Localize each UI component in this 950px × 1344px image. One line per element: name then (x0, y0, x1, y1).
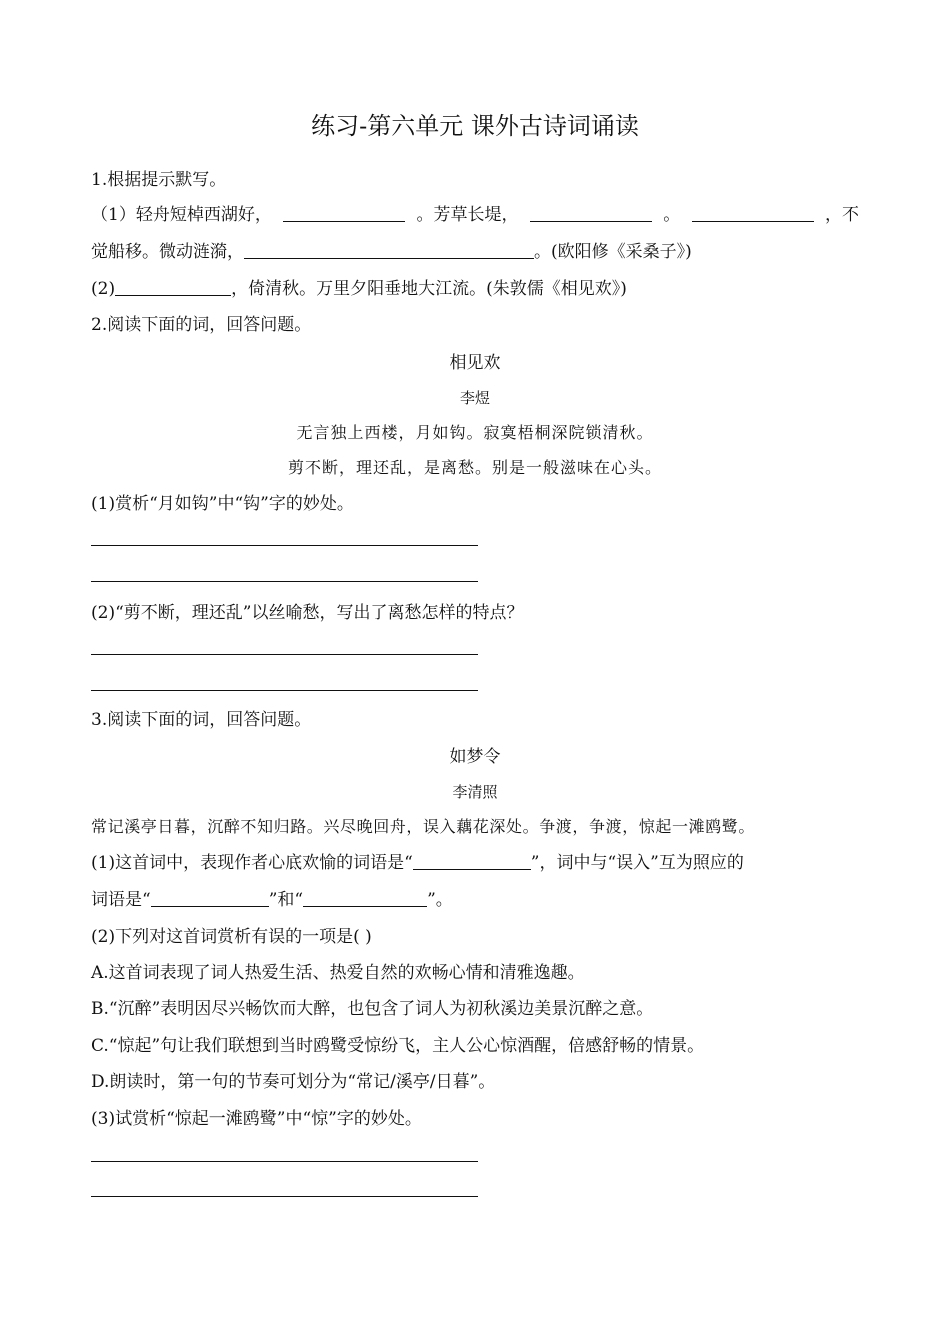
answer-line[interactable] (91, 581, 478, 582)
q3-sub1-line2 (91, 888, 859, 912)
q3-poem-author: 李清照 (452, 783, 498, 801)
q2-poem-line-1: 无言独上西楼，月如钩。寂寞梧桐深院锁清秋。 (296, 423, 654, 442)
q3-option-a: A.这首词表现了词人热爱生活、热爱自然的欢畅心情和清雅逸趣。 (91, 963, 585, 983)
q3-blank-1[interactable] (413, 851, 531, 870)
page-title: 练习-第六单元 课外古诗词诵读 (311, 112, 639, 140)
q1-blank-2[interactable] (530, 203, 652, 222)
q3-sub2: (2)下列对这首词赏析有误的一项是( ) (91, 927, 372, 947)
q1-l1-text-d: ，不 (824, 205, 859, 225)
answer-line[interactable] (91, 1161, 478, 1162)
q2-poem-title: 相见欢 (449, 353, 501, 373)
q3-blank-2[interactable] (151, 888, 269, 907)
answer-line[interactable] (91, 545, 478, 546)
q1-l3-text-a: (2) (91, 279, 116, 299)
q3-sub1-text-a: (1)这首词中，表现作者心底欢愉的词语是“ (91, 853, 413, 873)
q3-option-b: B.“沉醉”表明因尽兴畅饮而大醉，也包含了词人为初秋溪边美景沉醉之意。 (91, 999, 654, 1019)
q1-l2-text-b: 。(欧阳修《采桑子》) (534, 242, 692, 262)
q1-blank-5[interactable] (115, 277, 231, 296)
q1-blank-3[interactable] (692, 203, 814, 222)
q1-l1-text-b: 。芳草长堤， (416, 205, 519, 225)
q3-sub1-text-b: ”，词中与“误入”互为照应的 (530, 853, 744, 873)
q3-stem: 3.阅读下面的词，回答问题。 (91, 710, 312, 730)
q3-poem-title: 如梦令 (449, 747, 501, 767)
q1-l1-text-c: 。 (663, 205, 681, 225)
q1-line2 (91, 240, 859, 264)
q3-option-d: D.朗读时，第一句的节奏可划分为“常记/溪亭/日暮”。 (91, 1072, 496, 1092)
q1-l2-text-a: 觉船移。微动涟漪， (91, 242, 244, 262)
answer-line[interactable] (91, 690, 478, 691)
q3-sub1-text-d: ”和“ (268, 890, 304, 910)
q1-stem: 1.根据提示默写。 (91, 170, 227, 190)
q3-poem-line-1: 常记溪亭日暮，沉醉不知归路。兴尽晚回舟，误入藕花深处。争渡，争渡，惊起一滩鸥鹭。 (91, 817, 756, 836)
q3-sub3: (3)试赏析“惊起一滩鸥鹭”中“惊”字的妙处。 (91, 1109, 422, 1129)
answer-line[interactable] (91, 654, 478, 655)
q3-sub1-text-c: 词语是“ (91, 890, 151, 910)
q3-option-c: C.“惊起”句让我们联想到当时鸥鹭受惊纷飞，主人公心惊酒醒，倍感舒畅的情景。 (91, 1036, 705, 1056)
q2-poem-author: 李煜 (459, 389, 490, 407)
q3-sub1-line1 (91, 851, 859, 875)
q2-poem-line-2: 剪不断，理还乱，是离愁。别是一般滋味在心头。 (287, 458, 662, 477)
q1-blank-4[interactable] (244, 240, 534, 259)
q1-l1-text-a: （1）轻舟短棹西湖好， (91, 205, 272, 225)
q3-sub1-text-e: ”。 (427, 890, 453, 910)
q3-blank-3[interactable] (303, 888, 427, 907)
q2-sub2: (2)“剪不断，理还乱”以丝喻愁，写出了离愁怎样的特点？ (91, 603, 524, 623)
q1-line3 (91, 277, 859, 301)
q1-l3-text-b: ，倚清秋。万里夕阳垂地大江流。(朱敦儒《相见欢》) (231, 279, 627, 299)
q2-sub1: (1)赏析“月如钩”中“钩”字的妙处。 (91, 494, 354, 514)
answer-line[interactable] (91, 1196, 478, 1197)
q1-line1 (91, 203, 859, 227)
q1-blank-1[interactable] (283, 203, 405, 222)
q2-stem: 2.阅读下面的词，回答问题。 (91, 315, 312, 335)
